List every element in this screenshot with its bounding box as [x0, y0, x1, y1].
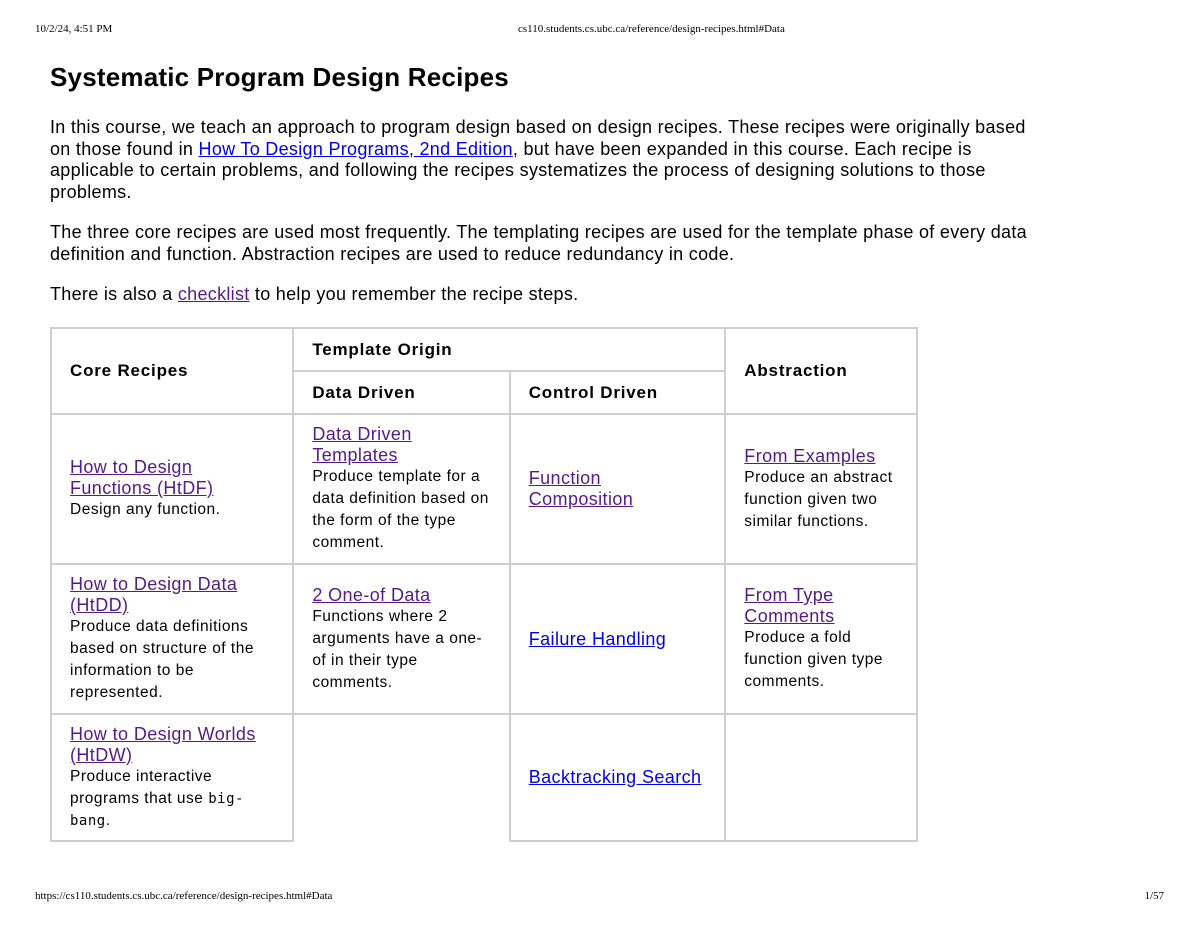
cell-control-driven	[510, 564, 726, 714]
cell-core	[51, 414, 293, 564]
from-examples-desc: Produce an abstract function given two similar functions.	[744, 468, 893, 530]
header-template-origin: Template Origin	[293, 328, 725, 371]
checklist-text-before: There is also a	[50, 284, 178, 304]
intro-text-after: , but have been expanded in this course. Each recipe is applicable to certain problems, and following the recipes systematizes the process of designing solutions to those problems.	[50, 138, 986, 202]
backtracking-search-link[interactable]: Backtracking Search	[528, 767, 702, 787]
main-content	[50, 62, 1050, 325]
htdp-link[interactable]: How To Design Programs, 2nd Edition	[198, 138, 513, 159]
failure-handling-link[interactable]: Failure Handling	[528, 628, 667, 649]
print-url-footer: https://cs110.students.cs.ubc.ca/reference/design-recipes.html#Data	[35, 890, 333, 902]
checklist-text-after: to help you remember the recipe steps.	[249, 284, 579, 304]
core-recipes-paragraph: The three core recipes are used most frequently. The templating recipes are used for the template phase of every data definition and function. Abstraction recipes are used to reduce redundancy in code.	[50, 222, 1027, 264]
data-driven-templates-link[interactable]: Data Driven Templates	[312, 424, 412, 465]
header-control-driven: Control Driven	[510, 371, 726, 414]
htdd-desc: Produce data definitions based on structure of the information to be represented.	[70, 618, 254, 701]
cell-control-driven	[510, 414, 726, 564]
table-row	[51, 714, 917, 841]
data-driven-templates-desc: Produce template for a data definition based on the form of the type comment.	[312, 468, 489, 551]
print-page-number: 1/57	[1144, 890, 1164, 902]
htdf-link[interactable]: How to Design Functions (HtDF)	[70, 457, 214, 498]
cell-abstraction	[725, 564, 917, 714]
cell-data-driven	[293, 414, 509, 564]
cell-abstraction	[725, 414, 917, 564]
htdd-link[interactable]: How to Design Data (HtDD)	[70, 574, 238, 615]
checklist-link[interactable]: checklist	[177, 284, 250, 304]
header-abstraction: Abstraction	[725, 328, 917, 414]
checklist-paragraph	[50, 284, 1050, 306]
intro-text-before: In this course, we teach an approach to program design based on design recipes. These recipes were originally based on those found in	[50, 117, 1026, 159]
cell-data-driven-empty	[293, 714, 509, 841]
table-header-row	[51, 328, 917, 371]
table-row	[51, 414, 917, 564]
from-type-comments-desc: Produce a fold function given type comments.	[744, 629, 884, 690]
from-examples-link[interactable]: From Examples	[744, 445, 876, 466]
from-type-comments-link[interactable]: From Type Comments	[744, 585, 835, 626]
two-one-of-data-link[interactable]: 2 One-of Data	[312, 584, 431, 605]
htdw-desc-after: .	[105, 811, 111, 829]
htdw-desc	[70, 766, 274, 832]
htdf-desc: Design any function.	[70, 501, 221, 518]
table-row	[51, 564, 917, 714]
intro-paragraph	[50, 117, 1050, 203]
header-data-driven: Data Driven	[293, 371, 509, 414]
print-url-header: cs110.students.cs.ubc.ca/reference/design-recipes.html#Data	[518, 23, 785, 35]
cell-core	[51, 564, 293, 714]
htdw-link[interactable]: How to Design Worlds (HtDW)	[70, 723, 256, 765]
function-composition-link[interactable]: Function Composition	[528, 468, 634, 509]
two-one-of-data-desc: Functions where 2 arguments have a one-of in their type comments.	[312, 607, 483, 691]
recipes-table	[50, 327, 918, 842]
print-date: 10/2/24, 4:51 PM	[35, 23, 113, 35]
cell-control-driven	[510, 714, 726, 841]
cell-abstraction-empty	[725, 714, 917, 841]
htdw-desc-before: Produce interactive programs that use	[70, 767, 213, 807]
cell-core	[51, 714, 293, 841]
page-title: Systematic Program Design Recipes	[50, 62, 509, 92]
header-core-recipes: Core Recipes	[51, 328, 293, 414]
cell-data-driven	[293, 564, 509, 714]
big-bang-code: big-bang	[70, 790, 244, 829]
